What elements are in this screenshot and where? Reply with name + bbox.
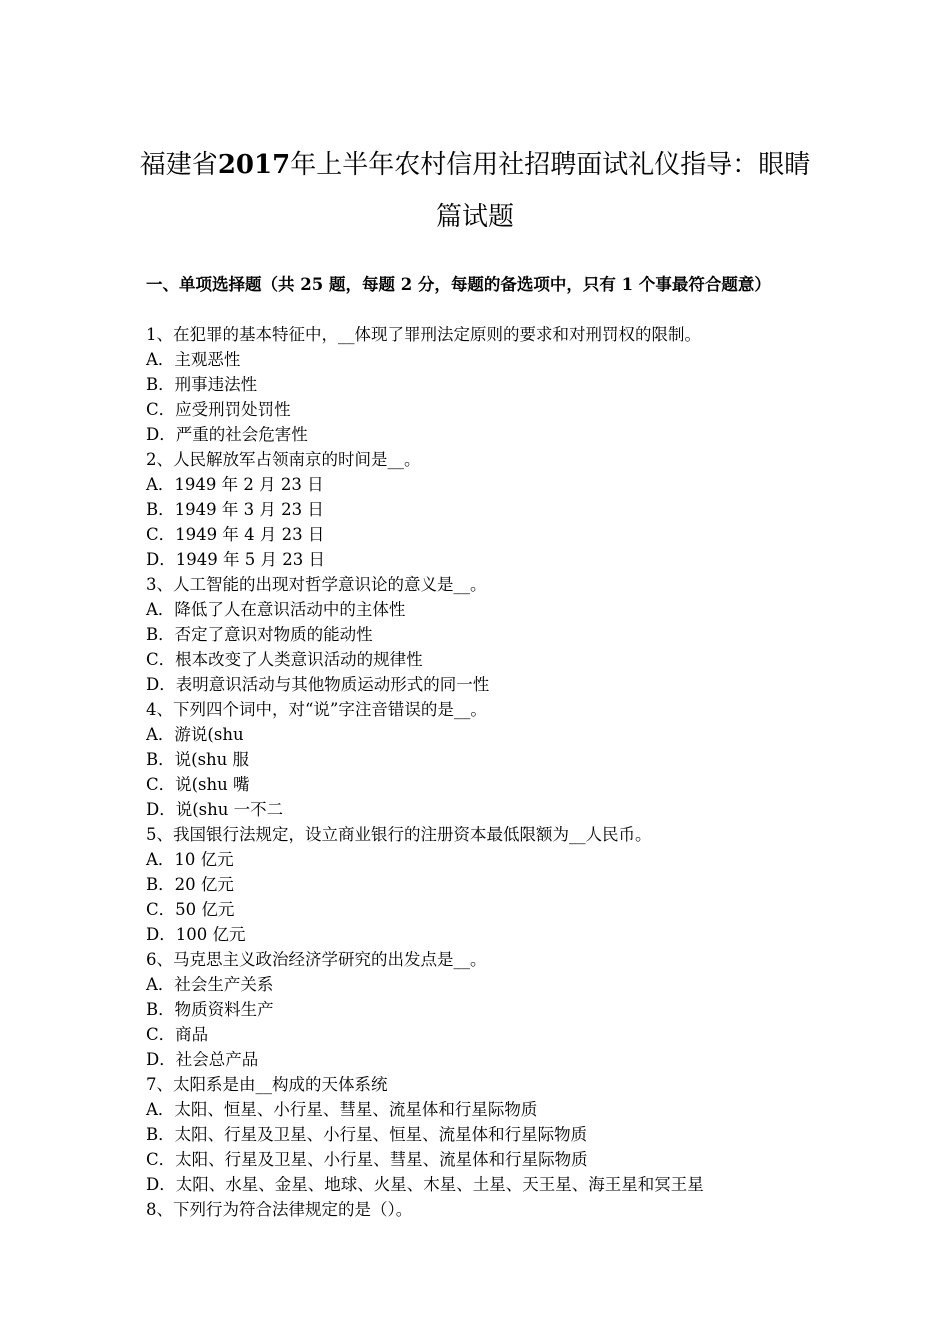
answer-option: B．1949 年 3 月 23 日 bbox=[146, 500, 324, 519]
answer-option: A．游说(shu bbox=[146, 725, 244, 744]
question-text: 8、下列行为符合法律规定的是（）。 bbox=[146, 1200, 413, 1219]
answer-option: D．表明意识活动与其他物质运动形式的同一性 bbox=[146, 675, 490, 694]
question-text: 7、太阳系是由__构成的天体系统 bbox=[146, 1075, 388, 1094]
question-text: 3、人工智能的出现对哲学意识论的意义是__。 bbox=[146, 575, 487, 594]
answer-option: A．降低了人在意识活动中的主体性 bbox=[146, 600, 406, 619]
question-text: 5、我国银行法规定，设立商业银行的注册资本最低限额为__人民币。 bbox=[146, 825, 652, 844]
title-suffix: 年上半年农村信用社招聘面试礼仪指导：眼睛 bbox=[290, 150, 811, 180]
title-prefix: 福建省 bbox=[139, 150, 218, 180]
answer-option: C．根本改变了人类意识活动的规律性 bbox=[146, 650, 423, 669]
answer-option: C．说(shu 嘴 bbox=[146, 775, 250, 794]
answer-option: C．商品 bbox=[146, 1025, 209, 1044]
answer-option: A．社会生产关系 bbox=[146, 975, 274, 994]
answer-option: D．100 亿元 bbox=[146, 925, 246, 944]
question-text: 4、下列四个词中，对“说”字注音错误的是__。 bbox=[146, 700, 487, 719]
answer-option: C．50 亿元 bbox=[146, 900, 235, 919]
question-text: 6、马克思主义政治经济学研究的出发点是__。 bbox=[146, 950, 487, 969]
question-list bbox=[146, 322, 826, 1222]
answer-option: B．说(shu 服 bbox=[146, 750, 250, 769]
answer-option: D．严重的社会危害性 bbox=[146, 425, 308, 444]
answer-option: D．1949 年 5 月 23 日 bbox=[146, 550, 325, 569]
question-text: 2、人民解放军占领南京的时间是__。 bbox=[146, 450, 421, 469]
answer-option: B．20 亿元 bbox=[146, 875, 234, 894]
answer-option: C．太阳、行星及卫星、小行星、彗星、流星体和行星际物质 bbox=[146, 1150, 588, 1169]
title-year: 2017 bbox=[217, 150, 291, 180]
answer-option: B．物质资料生产 bbox=[146, 1000, 274, 1019]
answer-option: A．主观恶性 bbox=[146, 350, 241, 369]
answer-option: D．说(shu 一不二 bbox=[146, 800, 284, 819]
question-text: 1、在犯罪的基本特征中，__体现了罪刑法定原则的要求和对刑罚权的限制。 bbox=[146, 325, 701, 344]
answer-option: B．太阳、行星及卫星、小行星、恒星、流星体和行星际物质 bbox=[146, 1125, 588, 1144]
answer-option: A．10 亿元 bbox=[146, 850, 234, 869]
answer-option: C．应受刑罚处罚性 bbox=[146, 400, 291, 419]
answer-option: A．1949 年 2 月 23 日 bbox=[146, 475, 324, 494]
document-title-line2: 篇试题 bbox=[435, 202, 514, 232]
answer-option: D．太阳、水星、金星、地球、火星、木星、土星、天王星、海王星和冥王星 bbox=[146, 1175, 704, 1194]
document-title-line1 bbox=[100, 150, 850, 180]
answer-option: D．社会总产品 bbox=[146, 1050, 259, 1069]
answer-option: B．否定了意识对物质的能动性 bbox=[146, 625, 373, 644]
answer-option: C．1949 年 4 月 23 日 bbox=[146, 525, 325, 544]
section-heading: 一、单项选择题（共 25 题，每题 2 分，每题的备选项中，只有 1 个事最符合题意） bbox=[146, 275, 771, 294]
answer-option: B．刑事违法性 bbox=[146, 375, 258, 394]
answer-option: A．太阳、恒星、小行星、彗星、流星体和行星际物质 bbox=[146, 1100, 538, 1119]
